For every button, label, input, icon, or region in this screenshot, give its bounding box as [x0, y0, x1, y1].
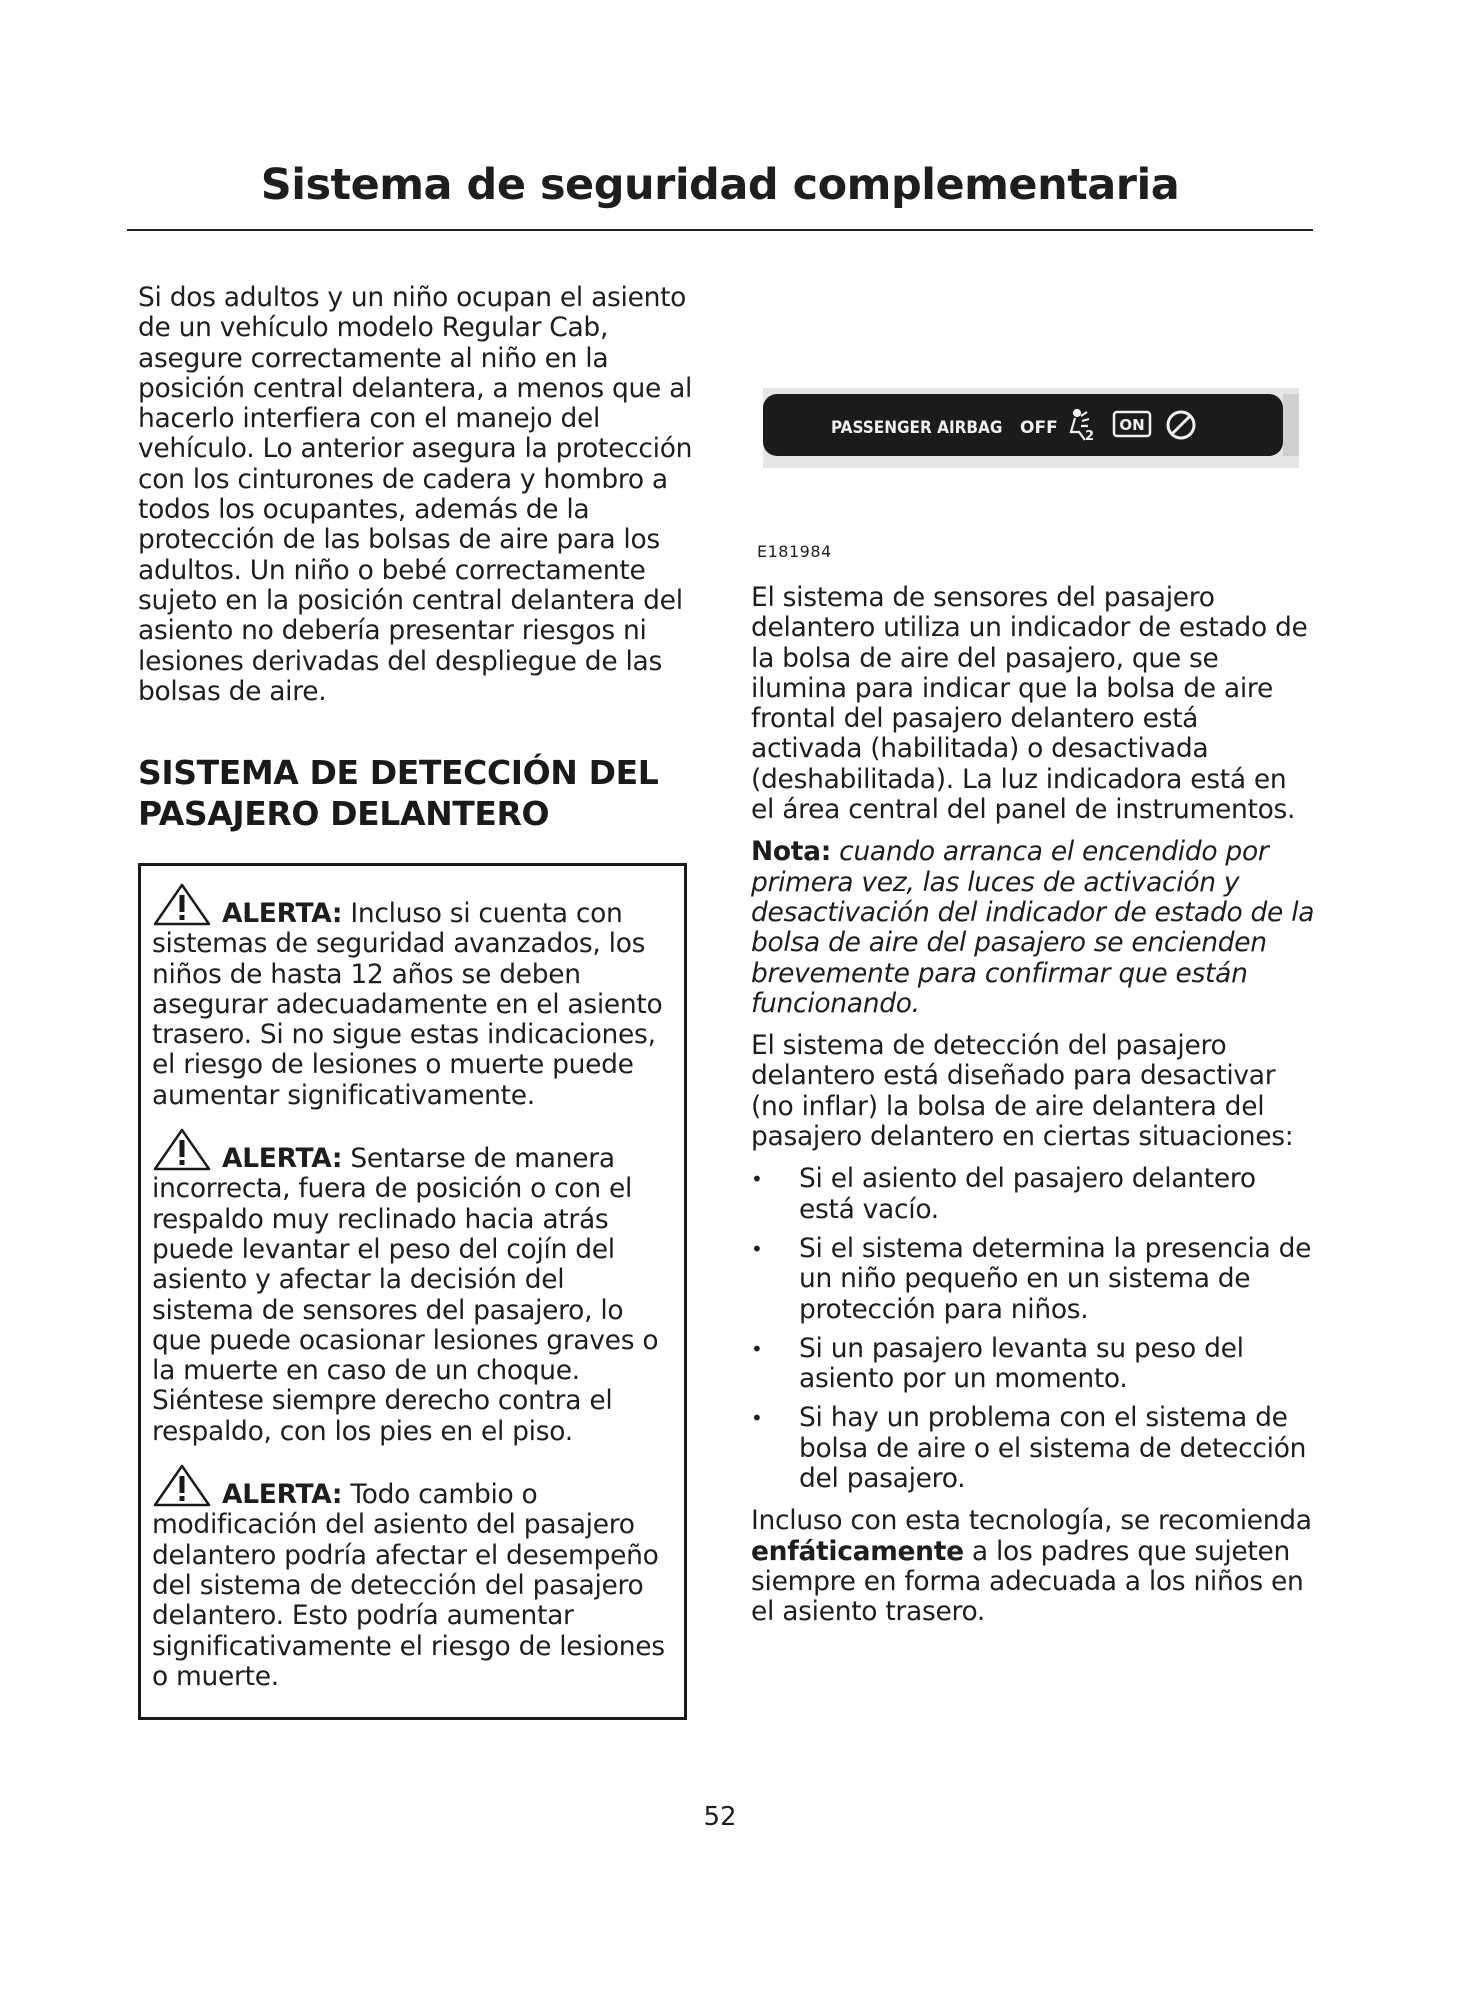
alert-label: ALERTA: [222, 1479, 343, 1511]
alert-label: ALERTA: [222, 1143, 343, 1175]
sensor-paragraph: El sistema de sensores del pasajero delantero utiliza un indicador de estado de la bolsa de aire del pasajero, que se ilumina para indicar que la bolsa de aire frontal del pasajero delantero está activada (habilitada) o desactivada (deshabilitada). La luz indicadora está en el área central del panel de instrumentos. [751, 582, 1308, 826]
alert-2 [152, 1127, 674, 1447]
alert-3 [152, 1463, 674, 1692]
list-item: • Si un pasajero levanta su peso del asiento por un momento. [751, 1334, 1316, 1395]
warning-triangle-icon [152, 1127, 212, 1171]
title-divider [127, 229, 1313, 231]
left-column [138, 283, 698, 834]
recommendation-paragraph: Incluso con esta tecnología, se recomienda enfáticamente a los padres que sujeten siempre en forma adecuada a los niños en el asiento trasero. [751, 1505, 1312, 1628]
page-title: Sistema de seguridad complementaria [260, 160, 1180, 210]
warning-box [138, 863, 687, 1720]
emphasis-word: enfáticamente [751, 1535, 964, 1567]
note-paragraph [751, 837, 1316, 1019]
list-item: • Si el sistema determina la presencia de un niño pequeño en un sistema de protección para niños. [751, 1234, 1316, 1325]
situations-list [751, 1164, 1316, 1494]
list-item: • Si hay un problema con el sistema de bolsa de aire o el sistema de detección del pasajero. [751, 1403, 1316, 1494]
alert-label: ALERTA: [222, 898, 343, 929]
page-number: 52 [703, 1802, 737, 1832]
section-heading: SISTEMA DE DETECCIÓN DEL PASAJERO DELANTERO [138, 753, 659, 834]
right-column [751, 583, 1316, 1640]
note-label: Nota: [751, 836, 832, 868]
note-text: cuando arranca el encendido por primera vez, las luces de activación y desactivación del indicador de estado de la bolsa de aire del pasajero se encienden brevemente para confirmar que están funcionando. [751, 836, 1315, 1019]
detection-paragraph: El sistema de detección del pasajero delantero está diseñado para desactivar (no inflar) la bolsa de aire delantera del pasajero delantero en ciertas situaciones: [751, 1030, 1294, 1153]
list-item: • Si el asiento del pasajero delantero está vacío. [751, 1164, 1316, 1225]
off-label: OFF [1020, 418, 1058, 438]
warning-triangle-icon [152, 1463, 212, 1507]
panel-label: PASSENGER AIRBAG [831, 418, 1003, 438]
alert-text: Incluso si cuenta con sistemas de seguridad avanzados, los niños de hasta 12 años se deben asegurar adecuadamente en el asiento trasero. Si no sigue estas indicaciones, el riesgo de lesiones o muerte puede aumentar significativamente. [152, 898, 663, 1111]
alert-1 [152, 882, 674, 1111]
alert-text: Sentarse de manera incorrecta, fuera de posición o con el respaldo muy reclinado hacia atrás puede levantar el peso del cojín del asiento y afectar la decisión del sistema de sensores del pasajero, lo que puede ocasionar lesiones graves o la muerte en caso de un choque. Siéntese siempre derecho contra el respaldo, con los pies en el piso. [152, 1143, 659, 1447]
on-label: ON [1119, 416, 1145, 434]
warning-triangle-icon [152, 882, 212, 926]
intro-paragraph: Si dos adultos y un niño ocupan el asiento de un vehículo modelo Regular Cab, asegure correctamente al niño en la posición central delantera, a menos que al hacerlo interfiera con el manejo del vehículo. Lo anterior asegura la protección con los cinturones de cadera y hombro a todos los ocupantes, además de la protección de las bolsas de aire para los adultos. Un niño o bebé correctamente sujeto en la posición central delantera del asiento no debería presentar riesgos ni lesiones derivadas del despliegue de las bolsas de aire. [138, 282, 693, 707]
alert-text: Todo cambio o modificación del asiento del pasajero delantero podría afectar el desempeño del sistema de detección del pasajero delantero. Esto podría aumentar significativamente el riesgo de lesiones o muerte. [152, 1479, 665, 1692]
figure-id: E181984 [757, 542, 832, 561]
svg-text:2: 2 [1085, 429, 1095, 444]
passenger-airbag-indicator-figure [763, 388, 1299, 468]
